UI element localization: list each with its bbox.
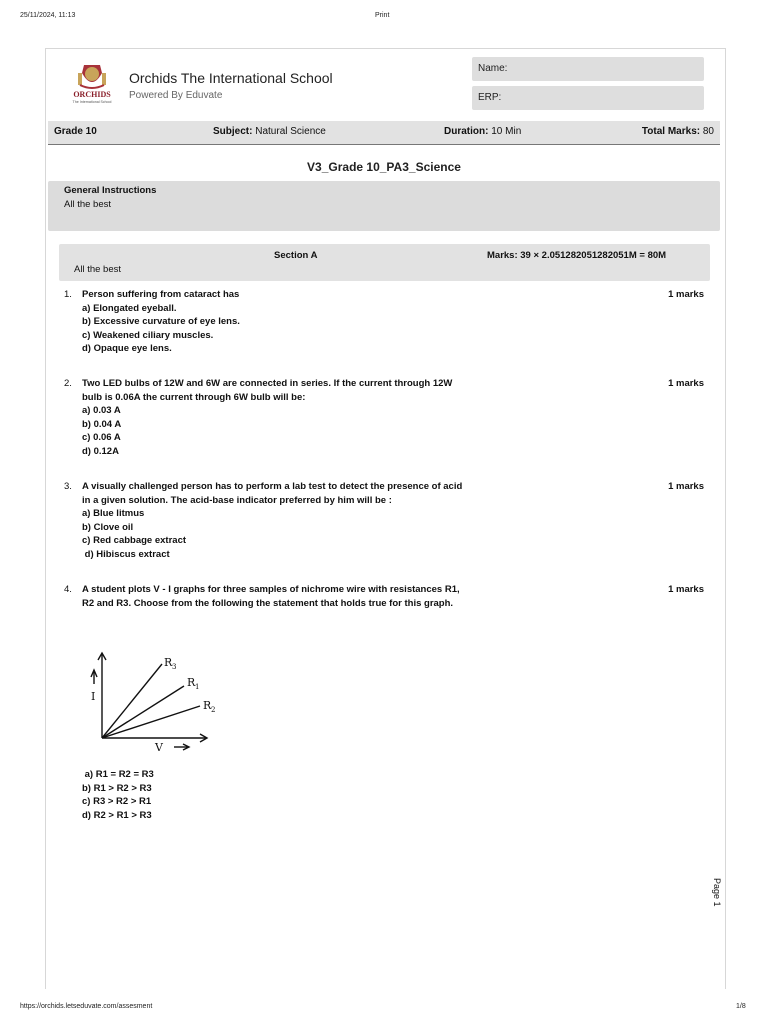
question-3 bbox=[64, 480, 704, 561]
total-marks-value: 80 bbox=[702, 126, 714, 137]
question-number: 2. bbox=[64, 378, 72, 389]
exam-info-bar bbox=[48, 121, 720, 145]
option-a: a) Blue litmus bbox=[82, 508, 145, 519]
general-instructions-text: All the best bbox=[64, 199, 111, 210]
duration-info bbox=[444, 126, 521, 137]
name-label: Name: bbox=[478, 63, 508, 74]
question-text: Two LED bulbs of 12W and 6W are connected in series. If the current through 12W bulb is 0.06A the current through 6W bulb will be: bbox=[82, 378, 453, 403]
option-c: c) 0.06 A bbox=[82, 432, 121, 443]
logo-subtext: The International School bbox=[72, 100, 112, 104]
section-marks: Marks: 39 × 2.051282051282051M = 80M bbox=[487, 250, 667, 261]
question-4 bbox=[64, 583, 704, 610]
question-number: 3. bbox=[64, 481, 72, 492]
question-4-options bbox=[64, 768, 704, 822]
total-marks-label: Total Marks: bbox=[641, 126, 701, 137]
print-page-count: 1/8 bbox=[736, 1003, 746, 1010]
question-marks: 1 marks bbox=[668, 481, 704, 492]
duration-label: Duration: bbox=[444, 126, 489, 137]
subject-value: Natural Science bbox=[255, 126, 326, 137]
label-r3-subscript: 3 bbox=[172, 663, 177, 671]
option-d: d) Opaque eye lens. bbox=[82, 343, 172, 354]
question-marks: 1 marks bbox=[668, 289, 704, 300]
section-header bbox=[59, 244, 710, 281]
option-c: c) R3 > R2 > R1 bbox=[82, 796, 152, 807]
general-instructions bbox=[48, 181, 720, 231]
label-r3: R bbox=[164, 656, 173, 669]
option-c: c) Red cabbage extract bbox=[82, 535, 187, 546]
option-a: a) R1 = R2 = R3 bbox=[82, 769, 154, 780]
option-d: d) R2 > R1 > R3 bbox=[82, 809, 152, 821]
label-current: I bbox=[91, 690, 96, 703]
section-note: All the best bbox=[74, 264, 121, 275]
powered-by: Powered By Eduvate bbox=[129, 90, 223, 101]
question-2 bbox=[64, 377, 704, 458]
question-marks: 1 marks bbox=[668, 584, 704, 595]
label-r2: R bbox=[203, 699, 212, 712]
logo-text: ORCHIDS bbox=[73, 90, 111, 99]
option-c: c) Weakened ciliary muscles. bbox=[82, 329, 214, 341]
question-text: Person suffering from cataract has bbox=[82, 289, 240, 300]
line-r2 bbox=[102, 706, 200, 738]
question-text: A visually challenged person has to perform a lab test to detect the presence of acid in a given solution. The acid-base indicator preferred by him will be : bbox=[82, 481, 463, 506]
question-number: 4. bbox=[64, 584, 72, 595]
school-name: Orchids The International School bbox=[129, 70, 333, 86]
option-d: d) 0.12A bbox=[82, 445, 119, 457]
option-b: b) R1 > R2 > R3 bbox=[82, 782, 152, 794]
total-marks-info bbox=[642, 126, 714, 137]
question-text: A student plots V - I graphs for three samples of nichrome wire with resistances R1, R2 and R3. Choose from the following the statement that holds true for this graph. bbox=[82, 584, 460, 609]
label-voltage: V bbox=[155, 741, 163, 754]
print-url: https://orchids.letseduvate.com/assesment bbox=[20, 1003, 153, 1010]
option-a: a) 0.03 A bbox=[82, 405, 121, 416]
option-d: d) Hibiscus extract bbox=[82, 548, 170, 560]
option-b: b) 0.04 A bbox=[82, 418, 122, 430]
grade: Grade 10 bbox=[54, 126, 97, 137]
line-r3 bbox=[102, 664, 162, 738]
erp-field[interactable] bbox=[472, 86, 704, 110]
erp-label: ERP: bbox=[478, 92, 502, 103]
name-field[interactable] bbox=[472, 57, 704, 81]
label-r1-subscript: 1 bbox=[195, 683, 200, 691]
question-marks: 1 marks bbox=[668, 378, 704, 389]
label-r1: R bbox=[187, 676, 196, 689]
option-b: b) Excessive curvature of eye lens. bbox=[82, 316, 240, 327]
school-logo bbox=[64, 61, 120, 105]
question-number: 1. bbox=[64, 289, 72, 300]
general-instructions-heading: General Instructions bbox=[64, 185, 157, 196]
question-1 bbox=[64, 288, 704, 356]
duration-value: 10 Min bbox=[491, 126, 522, 137]
line-r1 bbox=[102, 686, 184, 738]
vi-graph-figure bbox=[84, 650, 224, 760]
subject-label: Subject: bbox=[213, 126, 253, 137]
label-r2-subscript: 2 bbox=[211, 706, 216, 714]
print-datetime: 25/11/2024, 11:13 bbox=[20, 12, 76, 19]
section-name: Section A bbox=[274, 250, 318, 261]
option-b: b) Clove oil bbox=[82, 521, 134, 533]
print-title: Print bbox=[375, 12, 390, 19]
subject-info bbox=[213, 126, 326, 137]
option-a: a) Elongated eyeball. bbox=[82, 302, 177, 314]
page-number-label: Page 1 bbox=[712, 878, 722, 907]
paper-title: V3_Grade 10_PA3_Science bbox=[307, 160, 461, 174]
